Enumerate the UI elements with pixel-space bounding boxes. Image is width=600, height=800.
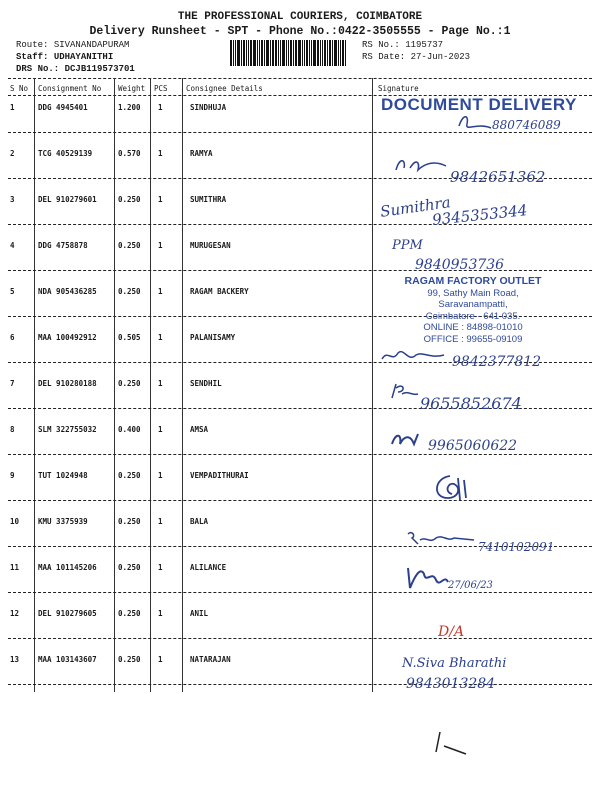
col-header-pcs: PCS — [154, 84, 168, 93]
cell-weight: 0.250 — [118, 241, 141, 250]
handwritten-number-row2: 9842651362 — [450, 168, 546, 186]
rs-no-value: 1195737 — [405, 40, 444, 50]
cell-consignee: AMSA — [190, 425, 209, 434]
cell-weight: 0.400 — [118, 425, 141, 434]
cell-consignment-no: DEL 910280188 — [38, 379, 97, 388]
cell-consignee: RAMYA — [190, 149, 213, 158]
cell-pcs: 1 — [158, 471, 163, 480]
barcode-bar — [288, 40, 289, 66]
row-separator — [8, 592, 592, 593]
cell-consignee: MURUGESAN — [190, 241, 231, 250]
rs-date-field — [362, 52, 470, 62]
barcode-bar — [282, 40, 285, 66]
barcode-bar — [338, 40, 339, 66]
cell-sno: 9 — [10, 471, 15, 480]
barcode-bar — [261, 40, 263, 66]
signature-scribble-row1 — [455, 112, 495, 134]
barcode-bar — [332, 40, 333, 66]
handwritten-number-row1: 880746089 — [492, 118, 561, 132]
cell-weight: 1.200 — [118, 103, 141, 112]
stamp-line: Coimbatore - 641 035. — [425, 310, 521, 322]
barcode-bar — [278, 40, 279, 66]
handwritten-number-row7: 9655852674 — [420, 394, 522, 413]
cell-consignee: ANIL — [190, 609, 209, 618]
rs-no-label: RS No.: — [362, 40, 400, 50]
cell-sno: 4 — [10, 241, 15, 250]
barcode-bar — [253, 40, 256, 66]
cell-weight: 0.250 — [118, 287, 141, 296]
cell-consignment-no: KMU 3375939 — [38, 517, 88, 526]
cell-weight: 0.250 — [118, 195, 141, 204]
barcode-bar — [334, 40, 337, 66]
cell-pcs: 1 — [158, 149, 163, 158]
cell-consignment-no: MAA 103143607 — [38, 655, 97, 664]
stamp-line: ONLINE : 84898-01010 — [423, 322, 523, 333]
cell-consignment-no: DDG 4945401 — [38, 103, 88, 112]
cell-sno: 3 — [10, 195, 15, 204]
col-header-signature: Signature — [378, 84, 419, 93]
rs-date-value: 27-Jun-2023 — [410, 52, 471, 62]
cell-weight: 0.250 — [118, 563, 141, 572]
route-field — [16, 40, 129, 50]
cell-consignment-no: TUT 1024948 — [38, 471, 88, 480]
cell-sno: 11 — [10, 563, 20, 572]
cell-consignment-no: DEL 910279601 — [38, 195, 97, 204]
runsheet-subtitle: Delivery Runsheet - SPT - Phone No.:0422-3505555 - Page No.:1 — [89, 25, 511, 38]
barcode-bar — [295, 40, 297, 66]
cell-sno: 2 — [10, 149, 15, 158]
barcode-bar — [290, 40, 292, 66]
drs-label: DRS No.: — [16, 64, 60, 74]
barcode-bar — [320, 40, 321, 66]
cell-pcs: 1 — [158, 241, 163, 250]
barcode-bar — [243, 40, 245, 66]
col-divider — [114, 78, 115, 692]
cell-weight: 0.570 — [118, 149, 141, 158]
route-value: SIVANANDAPURAM — [53, 40, 130, 50]
cell-consignee: RAGAM BACKERY — [190, 287, 249, 296]
signature-scribble-row9 — [428, 470, 472, 504]
barcode-bar — [311, 40, 312, 66]
cell-consignment-no: DEL 910279605 — [38, 609, 97, 618]
handwritten-name-row13: N.Siva Bharathi — [402, 656, 507, 671]
cell-weight: 0.250 — [118, 655, 141, 664]
handwritten-name-row3: Sumithra — [379, 193, 452, 221]
handwritten-initials-row4: PPM — [392, 238, 423, 253]
cell-consignment-no: MAA 101145206 — [38, 563, 97, 572]
rs-no-field — [362, 40, 443, 50]
stamp-line: 99, Sathy Main Road, — [427, 287, 519, 299]
barcode-bar — [270, 40, 271, 66]
cell-consignee: VEMPADITHURAI — [190, 471, 249, 480]
barcode-bar — [329, 40, 331, 66]
cell-pcs: 1 — [158, 379, 163, 388]
barcode-bar — [264, 40, 265, 66]
barcode-bar — [298, 40, 301, 66]
row-separator — [8, 500, 592, 501]
cell-consignee: NATARAJAN — [190, 655, 231, 664]
barcode-bar — [266, 40, 269, 66]
cell-consignee: BALA — [190, 517, 209, 526]
barcode-bar — [340, 40, 341, 66]
barcode-bar — [327, 40, 328, 66]
row-separator — [8, 132, 592, 133]
barcode-bar — [293, 40, 294, 66]
row-separator — [8, 684, 592, 685]
cell-consignee: SINDHUJA — [190, 103, 227, 112]
barcode-bar — [324, 40, 326, 66]
cell-pcs: 1 — [158, 609, 163, 618]
col-divider — [182, 78, 183, 692]
barcode-bar — [250, 40, 252, 66]
signature-scribble-row10 — [404, 528, 478, 550]
barcode-bar — [342, 40, 344, 66]
cell-consignment-no: NDA 905436285 — [38, 287, 97, 296]
cell-pcs: 1 — [158, 195, 163, 204]
barcode-bar — [275, 40, 277, 66]
cell-sno: 12 — [10, 609, 20, 618]
handwritten-number-row8: 9965060622 — [428, 438, 518, 454]
signature-scribble-row11 — [402, 560, 452, 596]
cell-sno: 7 — [10, 379, 15, 388]
drs-field — [16, 64, 135, 74]
cell-consignee: PALANISAMY — [190, 333, 236, 342]
barcode-bar — [286, 40, 287, 66]
row-separator — [8, 224, 592, 225]
document-delivery-stamp: DOCUMENT DELIVERY — [381, 95, 577, 114]
barcode-bar — [302, 40, 303, 66]
cell-pcs: 1 — [158, 517, 163, 526]
handwritten-remark-row12: D/A — [438, 624, 465, 640]
col-divider — [372, 78, 373, 692]
barcode-bar — [280, 40, 281, 66]
row-separator — [8, 454, 592, 455]
cell-pcs: 1 — [158, 655, 163, 664]
table-top-rule — [8, 78, 592, 79]
cell-pcs: 1 — [158, 103, 163, 112]
cell-pcs: 1 — [158, 563, 163, 572]
barcode-bar — [257, 40, 258, 66]
cell-consignment-no: TCG 40529139 — [38, 149, 93, 158]
pen-mark — [432, 728, 472, 756]
cell-sno: 5 — [10, 287, 15, 296]
barcode-bar — [304, 40, 305, 66]
handwritten-number-row4: 9840953736 — [415, 257, 505, 273]
staff-label: Staff: — [16, 52, 49, 62]
document-title: THE PROFESSIONAL COURIERS, COIMBATORE — [177, 11, 423, 23]
col-divider — [150, 78, 151, 692]
barcode — [230, 40, 354, 66]
barcode-bar — [233, 40, 234, 66]
barcode-bar — [241, 40, 242, 66]
barcode-bar — [345, 40, 346, 66]
staff-field — [16, 52, 113, 62]
col-header-weight: Weight — [118, 84, 146, 93]
route-label: Route: — [16, 40, 49, 50]
cell-consignee: SENDHIL — [190, 379, 222, 388]
signature-scribble-row6 — [378, 345, 448, 367]
barcode-bar — [248, 40, 249, 66]
barcode-bar — [309, 40, 310, 66]
signature-scribble-row2 — [390, 152, 450, 178]
barcode-bar — [259, 40, 260, 66]
barcode-bar — [272, 40, 274, 66]
handwritten-number-row3: 9345353344 — [431, 201, 529, 229]
cell-weight: 0.505 — [118, 333, 141, 342]
cell-weight: 0.250 — [118, 379, 141, 388]
cell-consignment-no: MAA 100492912 — [38, 333, 97, 342]
handwritten-number-row13: 9843013284 — [406, 676, 496, 692]
barcode-bar — [237, 40, 240, 66]
stamp-line: Saravanampatti, — [438, 299, 508, 310]
cell-pcs: 1 — [158, 287, 163, 296]
cell-weight: 0.250 — [118, 517, 141, 526]
handwritten-number-row10: 7410102091 — [478, 540, 555, 554]
cell-pcs: 1 — [158, 333, 163, 342]
stamp-line: OFFICE : 99655-09109 — [423, 333, 523, 345]
staff-value: UDHAYANITHI — [53, 52, 114, 62]
handwritten-date-row11: 27/06/23 — [448, 580, 493, 591]
barcode-bar — [322, 40, 323, 66]
cell-weight: 0.250 — [118, 471, 141, 480]
row-separator — [8, 638, 592, 639]
barcode-bar — [306, 40, 308, 66]
col-header-sno: S No — [10, 84, 29, 93]
cell-pcs: 1 — [158, 425, 163, 434]
col-divider — [34, 78, 35, 692]
cell-consignee: SUMITHRA — [190, 195, 227, 204]
stamp-line: RAGAM FACTORY OUTLET — [404, 275, 542, 287]
col-header-consignee: Consignee Details — [186, 84, 263, 93]
barcode-bar — [317, 40, 319, 66]
row-separator — [8, 270, 592, 271]
cell-sno: 6 — [10, 333, 15, 342]
rs-date-label: RS Date: — [362, 52, 406, 62]
barcode-bar — [230, 40, 232, 66]
cell-sno: 8 — [10, 425, 15, 434]
cell-consignment-no: DDG 4758878 — [38, 241, 88, 250]
barcode-bar — [246, 40, 247, 66]
handwritten-number-row6: 9842377812 — [452, 354, 542, 370]
drs-value: DCJB119573701 — [64, 64, 135, 74]
cell-sno: 1 — [10, 103, 15, 112]
signature-scribble-row8 — [388, 428, 424, 452]
ragam-factory-stamp — [378, 276, 568, 345]
cell-sno: 10 — [10, 517, 20, 526]
barcode-bar — [235, 40, 236, 66]
cell-weight: 0.250 — [118, 609, 141, 618]
barcode-bar — [313, 40, 316, 66]
col-header-consignment: Consignment No — [38, 84, 102, 93]
cell-sno: 13 — [10, 655, 20, 664]
cell-consignment-no: SLM 322755032 — [38, 425, 97, 434]
cell-consignee: ALILANCE — [190, 563, 227, 572]
signature-scribble-row7 — [388, 380, 420, 402]
